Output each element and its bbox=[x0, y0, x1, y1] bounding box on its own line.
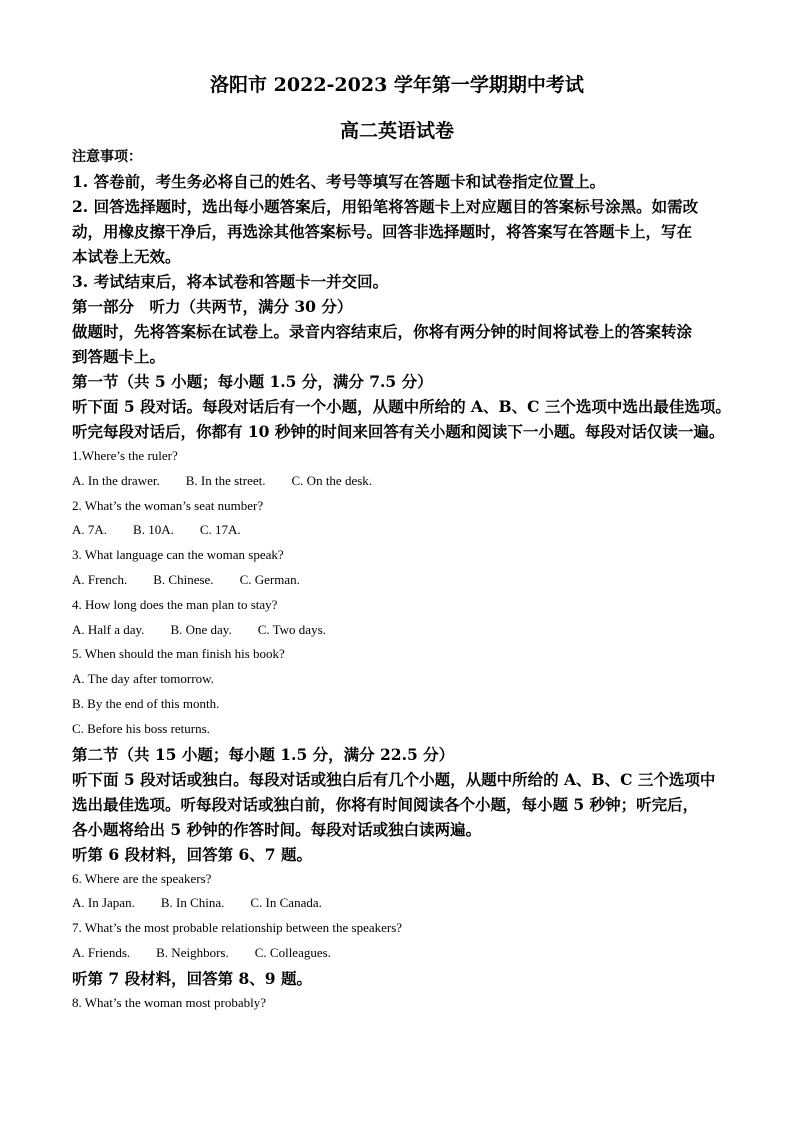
option-c: C. German. bbox=[239, 571, 300, 587]
option-b: B. In China. bbox=[160, 895, 225, 911]
exam-subtitle: 高二英语试卷 bbox=[339, 120, 454, 142]
section1-desc-line-1: 听下面 5 段对话。每段对话后有一个小题，从题中所给的 A、B、C 三个选项中选出最佳选项。 bbox=[72, 397, 731, 416]
option-c: C. Colleagues. bbox=[254, 944, 331, 960]
option-c: C. In Canada. bbox=[250, 895, 322, 911]
section1-desc-line-2: 听完每段对话后，你都有 10 秒钟的时间来回答有关小题和阅读下一小题。每段对话仅读一遍。 bbox=[72, 422, 725, 441]
notes-heading: 注意事项： bbox=[72, 149, 142, 165]
question-3-options bbox=[72, 568, 732, 593]
section1-heading: 第一节（共 5 小题；每小题 1.5 分，满分 7.5 分） bbox=[72, 372, 433, 391]
question-4-stem: 4. How long does the man plan to stay? bbox=[72, 596, 278, 612]
exam-title: 洛阳市 2022-2023 学年第一学期期中考试 bbox=[210, 74, 584, 96]
part1-desc-line-2: 到答题卡上。 bbox=[72, 347, 166, 366]
question-5-option-c: C. Before his boss returns. bbox=[72, 720, 210, 736]
exam-content bbox=[72, 145, 732, 1016]
option-b: B. Chinese. bbox=[153, 571, 214, 587]
question-5-option-b: B. By the end of this month. bbox=[72, 695, 220, 711]
question-6-stem: 6. Where are the speakers? bbox=[72, 870, 212, 886]
option-c: C. On the desk. bbox=[291, 472, 373, 488]
section2-heading: 第二节（共 15 小题；每小题 1.5 分，满分 22.5 分） bbox=[72, 744, 455, 764]
option-b: B. Neighbors. bbox=[156, 944, 229, 960]
option-c: C. Two days. bbox=[257, 621, 326, 637]
option-a: A. French. bbox=[72, 571, 128, 587]
question-4-options bbox=[72, 618, 732, 643]
question-6-options bbox=[72, 891, 732, 916]
question-3-stem: 3. What language can the woman speak? bbox=[72, 547, 284, 563]
option-b: B. One day. bbox=[170, 621, 232, 637]
note-item-2-line-2: 动，用橡皮擦干净后，再选涂其他答案标号。回答非选择题时，将答案写在答题卡上，写在 bbox=[72, 222, 693, 241]
option-a: A. In the drawer. bbox=[72, 472, 160, 488]
option-a: A. Friends. bbox=[72, 944, 131, 960]
section2-desc-line-1: 听下面 5 段对话或独白。每段对话或独白后有几个小题，从题中所给的 A、B、C 三个选项中 bbox=[72, 769, 716, 789]
question-5-option-a: A. The day after tomorrow. bbox=[72, 671, 214, 687]
note-item-1: 1. 答卷前，考生务必将自己的姓名、考号等填写在答题卡和试卷指定位置上。 bbox=[72, 172, 606, 191]
question-5-stem: 5. When should the man finish his book? bbox=[72, 646, 285, 662]
question-7-options bbox=[72, 941, 732, 966]
question-8-stem: 8. What’s the woman most probably? bbox=[72, 994, 267, 1010]
question-1-options bbox=[72, 469, 732, 494]
part1-desc-line-1: 做题时，先将答案标在试卷上。录音内容结束后，你将有两分钟的时间将试卷上的答案转涂 bbox=[72, 322, 693, 341]
part1-heading: 第一部分 听力（共两节，满分 30 分） bbox=[72, 297, 353, 316]
section2-desc-line-3: 各小题将给出 5 秒钟的作答时间。每段对话或独白读两遍。 bbox=[72, 819, 482, 839]
note-item-3: 3. 考试结束后，将本试卷和答题卡一并交回。 bbox=[72, 272, 389, 291]
option-a: A. In Japan. bbox=[72, 895, 135, 911]
material-7-heading: 听第 7 段材料，回答第 8、9 题。 bbox=[72, 968, 312, 988]
option-c: C. 17A. bbox=[199, 522, 241, 538]
question-2-stem: 2. What’s the woman’s seat number? bbox=[72, 497, 264, 513]
option-b: B. In the street. bbox=[185, 472, 266, 488]
section2-desc-line-2: 选出最佳选项。听每段对话或独白前，你将有时间阅读各个小题，每小题 5 秒钟；听完后， bbox=[72, 794, 699, 814]
question-1-stem: 1.Where’s the ruler? bbox=[72, 448, 178, 463]
question-2-options bbox=[72, 518, 732, 543]
note-item-2-line-3: 本试卷上无效。 bbox=[72, 247, 181, 266]
option-a: A. Half a day. bbox=[72, 621, 145, 637]
material-6-heading: 听第 6 段材料，回答第 6、7 题。 bbox=[72, 844, 312, 864]
note-item-2-line-1: 2. 回答选择题时，选出每小题答案后，用铅笔将答题卡上对应题目的答案标号涂黑。如需改 bbox=[72, 197, 699, 216]
option-b: B. 10A. bbox=[133, 522, 174, 538]
option-a: A. 7A. bbox=[72, 522, 108, 538]
question-7-stem: 7. What’s the most probable relationship between the speakers? bbox=[72, 920, 403, 936]
